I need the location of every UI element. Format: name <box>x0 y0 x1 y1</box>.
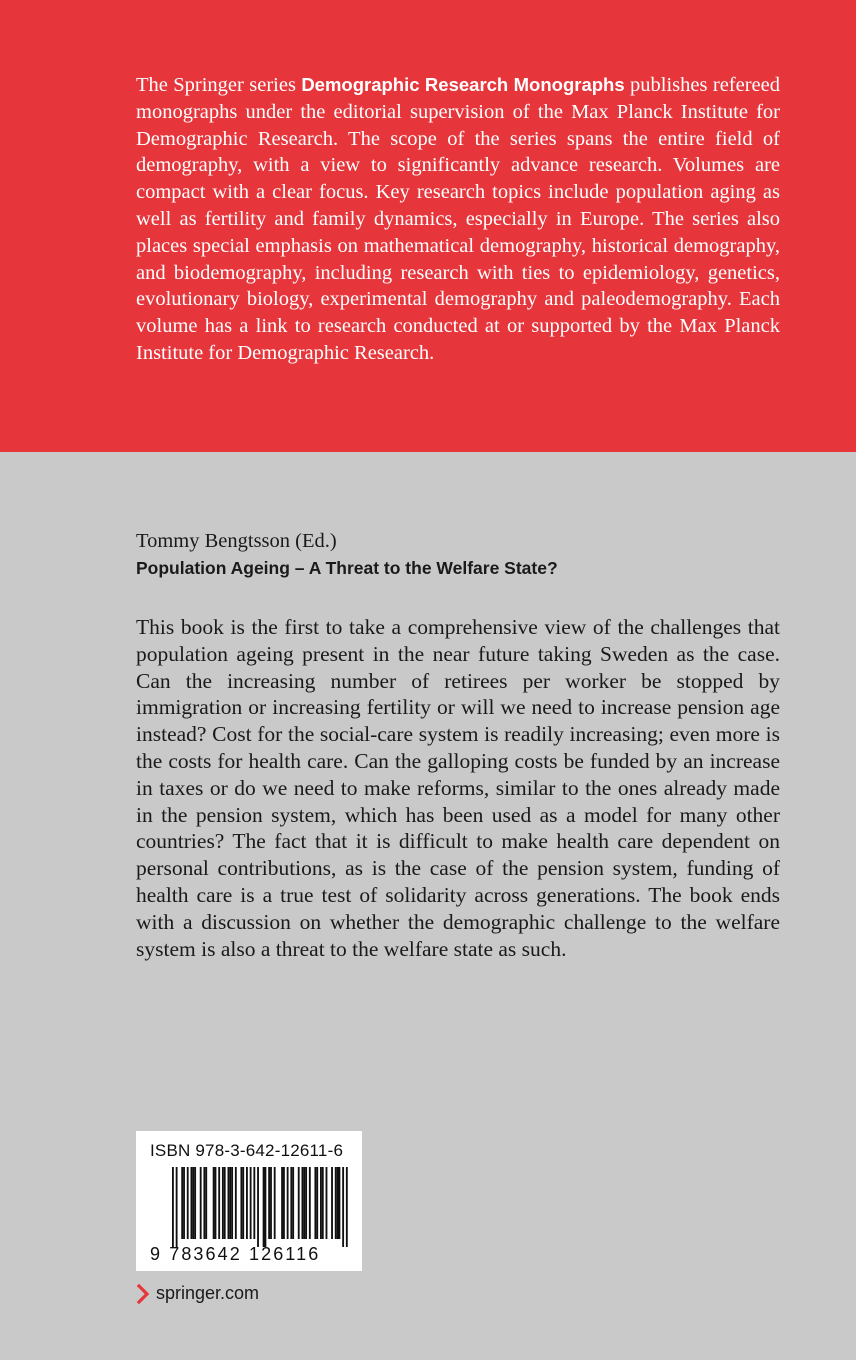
barcode-bar <box>172 1167 174 1247</box>
barcode-bar <box>235 1167 237 1239</box>
series-description <box>136 72 780 367</box>
series-body: publishes refereed monographs under the editorial supervision of the Max Planck Institute for Demographic Research. The scope of the series spans the entire field of demography, with a view to significantly advance research. Volumes are compact with a clear focus. Key research topics include population aging as well as fertility and family dynamics, especially in Europe. The series also places special emphasis on mathematical demography, historical demography, and biodemography, including research with ties to epidemiology, genetics, evolutionary biology, experimental demography and paleodemography. Each volume has a link to research conducted at or supported by the Max Planck Institute for Demographic Research. <box>136 74 780 364</box>
barcode-bar <box>181 1167 183 1239</box>
barcode-bar <box>309 1167 311 1239</box>
springer-url: springer.com <box>156 1283 260 1303</box>
barcode-bar <box>250 1167 252 1239</box>
barcode-bar <box>191 1167 193 1239</box>
barcode-bar <box>257 1167 259 1247</box>
barcode-bar <box>320 1167 322 1239</box>
barcode-bar <box>194 1167 196 1239</box>
barcode-bar <box>253 1167 255 1239</box>
barcode-bar <box>305 1167 307 1239</box>
barcode-bar <box>298 1167 300 1239</box>
barcode-bar <box>213 1167 215 1239</box>
barcode-bar <box>303 1167 305 1239</box>
book-title: Population Ageing – A Threat to the Welfare State? <box>136 558 558 578</box>
book-blurb: This book is the first to take a comprehensive view of the challenges that population ageing present in the near future taking Sweden as the case. Can the increasing number of retirees per worker be stopped by immigration or increasing fertility or will we need to increase pension age instead? Cost for the social-care system is readily increasing; even more is the costs for health care. Can the galloping costs be funded by an increase in taxes or do we need to make reforms, similar to the ones already made in the pension system, which has been used as a model for many other countries? The fact that it is difficult to make health care dependent on personal contributions, as is the case of the pension system, funding of health care is a true test of solidarity across generations. The book ends with a discussion on whether the demographic challenge to the welfare system is also a threat to the welfare state as such. <box>136 615 780 961</box>
barcode-bar <box>192 1167 194 1239</box>
barcode-bar <box>339 1167 341 1239</box>
barcode-bar <box>183 1167 185 1239</box>
barcode-bar <box>218 1167 220 1239</box>
barcode-bar <box>242 1167 244 1239</box>
barcode-bar <box>268 1167 270 1239</box>
barcode-bar <box>342 1167 344 1247</box>
barcode-bar <box>316 1167 318 1239</box>
chevron-right-icon <box>136 1284 150 1304</box>
barcode-bar <box>270 1167 272 1239</box>
barcode-bar <box>224 1167 226 1239</box>
barcode-bar <box>203 1167 205 1239</box>
series-band <box>0 0 856 452</box>
barcode-bar <box>283 1167 285 1239</box>
barcode-bar <box>265 1167 267 1247</box>
barcode-bar <box>228 1167 230 1239</box>
barcode-bar <box>290 1167 292 1239</box>
series-name: Demographic Research Monographs <box>301 74 625 95</box>
book-author: Tommy Bengtsson (Ed.) <box>136 530 337 552</box>
series-intro: The Springer series <box>136 74 302 96</box>
barcode-bar <box>274 1167 276 1239</box>
barcode-bar <box>314 1167 316 1239</box>
barcode-bar <box>326 1167 328 1239</box>
barcode-bar <box>240 1167 242 1239</box>
barcode-bar <box>335 1167 337 1239</box>
barcode-bar <box>200 1167 202 1239</box>
isbn-label: ISBN 978-3-642-12611-6 <box>150 1141 344 1160</box>
barcode-bar <box>229 1167 231 1239</box>
barcode-bar <box>322 1167 324 1239</box>
barcode-bar <box>231 1167 233 1239</box>
barcode-bar <box>263 1167 265 1247</box>
barcode-bar <box>246 1167 248 1239</box>
barcode-bar <box>292 1167 294 1239</box>
barcode-bar <box>346 1167 348 1247</box>
barcode-bar <box>331 1167 333 1239</box>
springer-link[interactable] <box>136 1283 259 1304</box>
barcode-bar <box>187 1167 189 1239</box>
barcode-digits: 9 783642 126116 <box>150 1244 321 1264</box>
barcode-bar <box>215 1167 217 1239</box>
barcode-bar <box>281 1167 283 1239</box>
barcode-bar <box>302 1167 304 1239</box>
isbn-barcode <box>136 1131 362 1271</box>
barcode-bar <box>205 1167 207 1239</box>
barcode-bar <box>287 1167 289 1239</box>
barcode-bar <box>337 1167 339 1239</box>
barcode-bar <box>176 1167 178 1247</box>
barcode-bar <box>222 1167 224 1239</box>
